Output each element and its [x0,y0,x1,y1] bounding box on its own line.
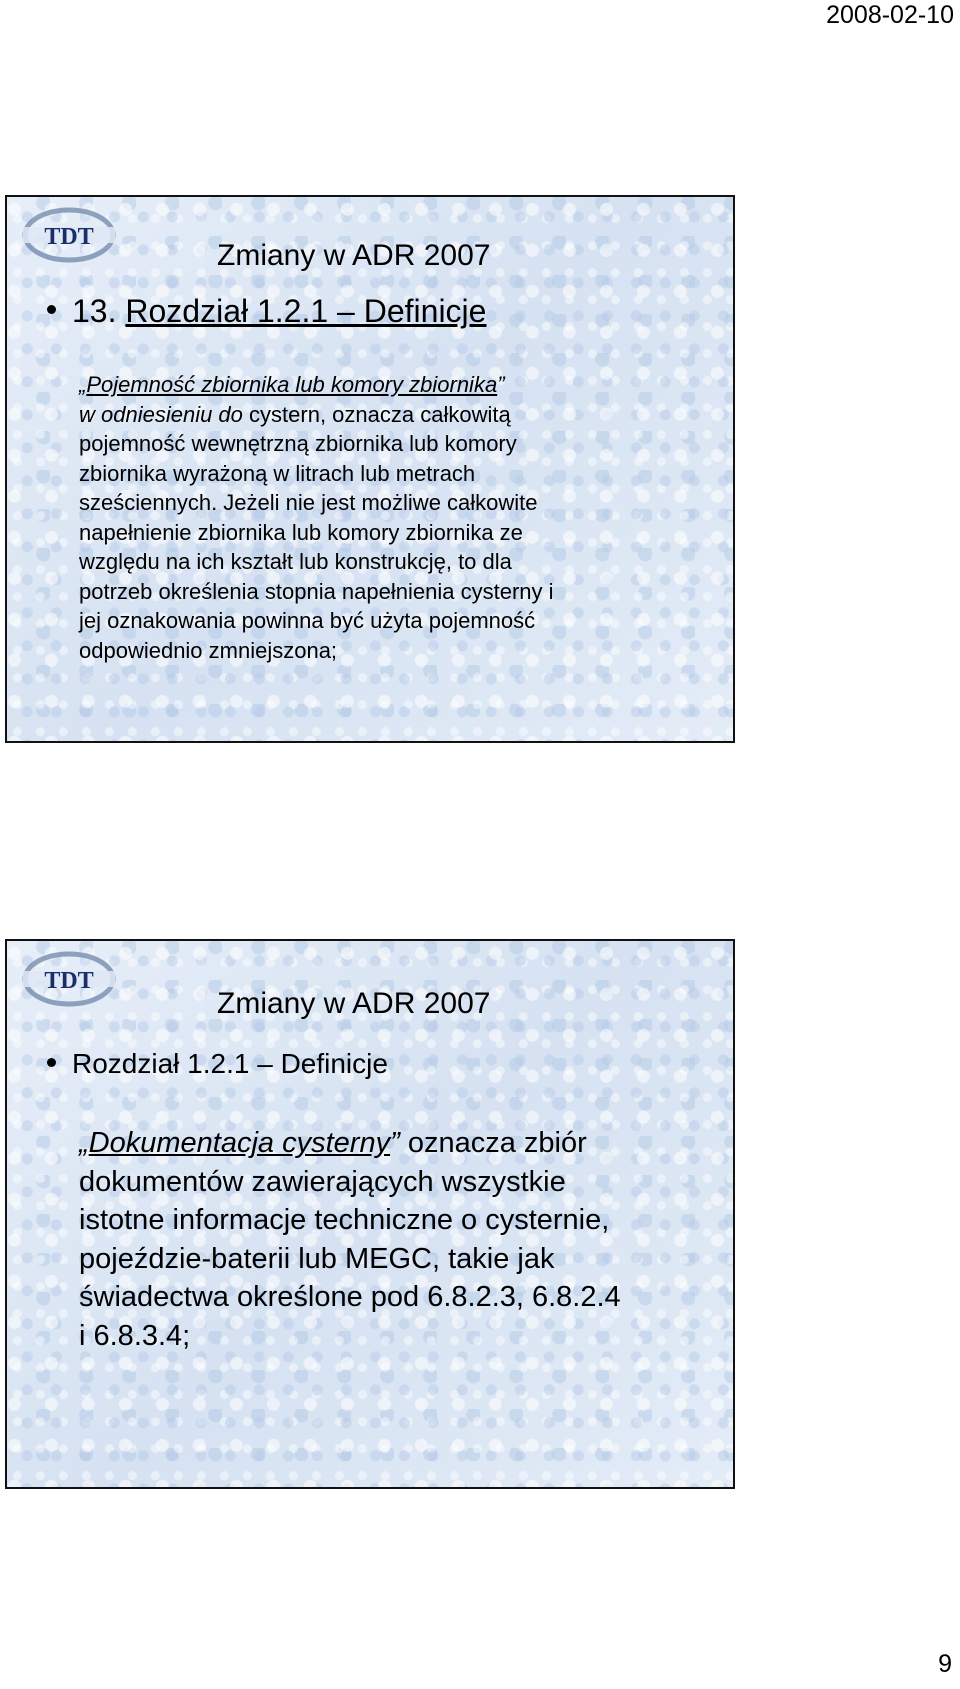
logo-text: TDT [44,224,94,250]
definition-line: napełnienie zbiornika lub komory zbiornika ze [79,519,523,545]
definition-line: świadectwa określone pod 6.8.2.3, 6.8.2.4 [79,1281,621,1313]
definition-line: potrzeb określenia stopnia napełnienia cysterny i [79,578,554,604]
tdt-logo-icon [21,207,117,263]
bullet-icon [47,1058,56,1067]
page-date: 2008-02-10 [826,1,954,29]
logo-text: TDT [44,968,94,994]
definition-line: sześciennych. Jeżeli nie jest możliwe całkowite [79,490,538,515]
definition-line: pojemność wewnętrzną zbiornika lub komory [79,431,517,456]
slide-heading [47,1048,388,1080]
page-number: 9 [938,1650,952,1678]
tdt-logo-icon [21,951,117,1007]
slide-title: Zmiany w ADR 2007 [217,239,491,272]
definition-line: pojeździe-baterii lub MEGC, takie jak [79,1242,555,1275]
definition-text [79,1124,713,1355]
definition-term-line: „Dokumentacja cysterny” oznacza zbiór [79,1127,587,1159]
heading-text: Rozdział 1.2.1 – Definicje [125,293,487,329]
definition-term-line: „Pojemność zbiornika lub komory zbiornika” [79,372,505,397]
definition-line: jej oznakowania powinna być użyta pojemność [79,608,536,633]
definition-line: i 6.8.3.4; [79,1319,191,1352]
definition-line: zbiornika wyrażoną w litrach lub metrach [79,460,476,486]
definition-line: w odniesieniu do cystern, oznacza całkowitą [79,401,511,427]
slide-2 [5,939,735,1489]
slide-title: Zmiany w ADR 2007 [217,987,491,1020]
definition-line: dokumentów zawierających wszystkie [79,1165,566,1198]
definition-line: względu na ich kształt lub konstrukcję, to dla [79,549,512,574]
defined-term: Dokumentacja cysterny [88,1127,391,1159]
definition-line: odpowiednio zmniejszona; [79,637,338,663]
heading-number: 13. [72,293,117,329]
heading-text: Rozdział 1.2.1 – Definicje [72,1048,388,1079]
slide-1 [5,195,735,743]
slide-heading [47,293,486,329]
definition-line: istotne informacje techniczne o cysternie, [79,1204,610,1236]
defined-term: Pojemność zbiornika lub komory zbiornika [86,372,498,397]
scope-phrase: w odniesieniu do [79,401,243,427]
bullet-icon [47,305,56,314]
definition-text [79,370,713,665]
